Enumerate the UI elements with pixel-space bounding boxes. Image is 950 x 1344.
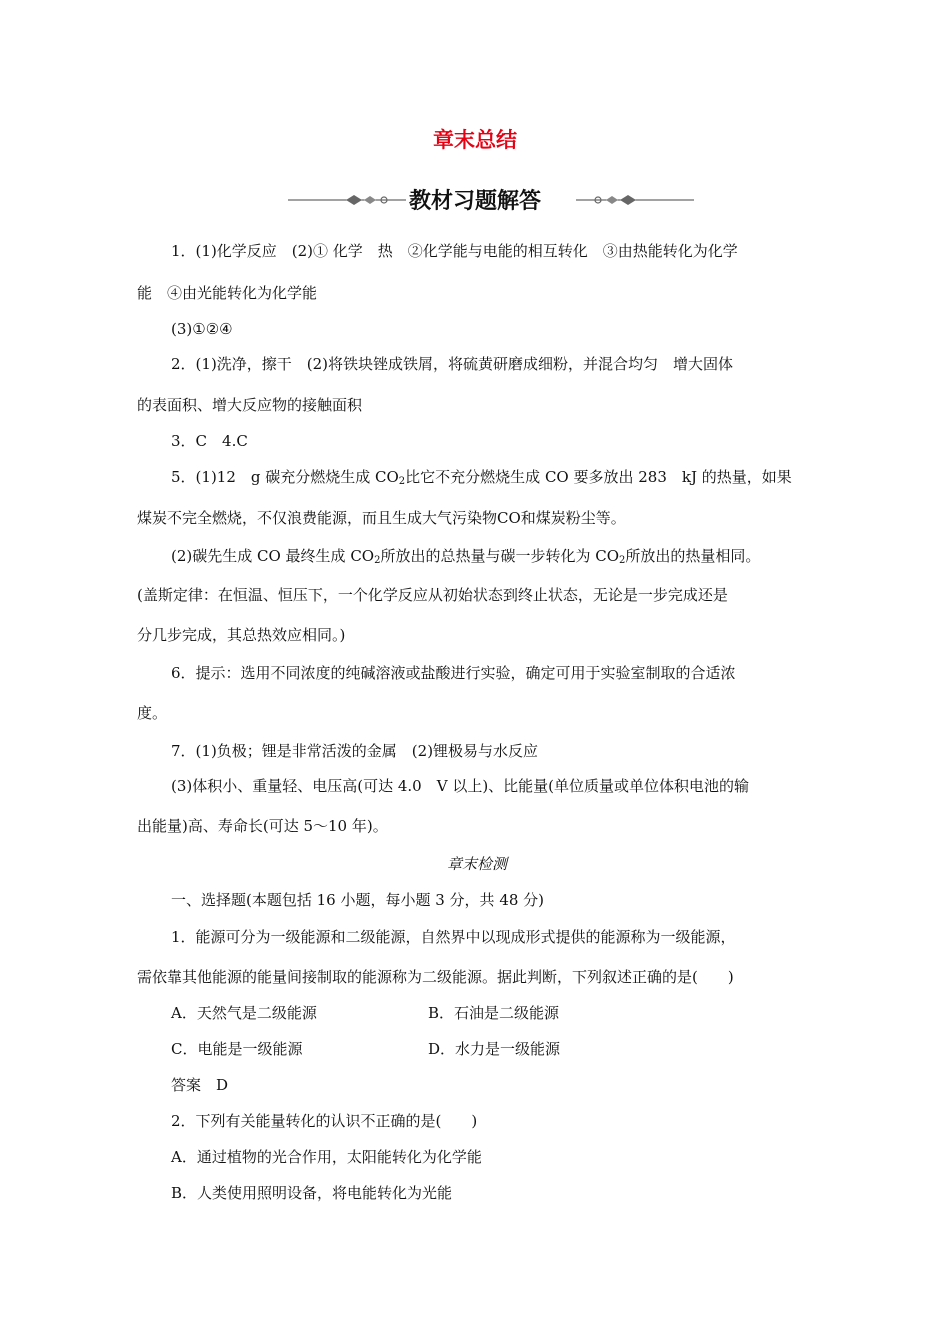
answer-5-line-4: (盖斯定律：在恒温、恒压下，一个化学反应从初始状态到终止状态，无论是一步完成还是: [137, 586, 728, 604]
question-1-line-1: 1．能源可分为一级能源和二级能源，自然界中以现成形式提供的能源称为一级能源，: [171, 928, 736, 946]
answer-5-line-5: 分几步完成，其总热效应相同。): [137, 626, 346, 644]
page-title: 章末总结: [433, 128, 517, 152]
answer-7-line-1: 7．(1)负极；锂是非常活泼的金属 (2)锂极易与水反应: [171, 742, 539, 760]
question-2-line-1: 2．下列有关能量转化的认识不正确的是( ): [171, 1112, 478, 1130]
answer-5-line-3: (2)碳先生成 CO 最终生成 $CO_2$所放出的总热量与碳一步转化为 $CO_2$所放出的热量相同。: [171, 547, 761, 566]
question-1-option-d: D．水力是一级能源: [428, 1040, 561, 1058]
answer-5-line-1: 5．(1)12 g 碳充分燃烧生成 $CO_2$比它不充分燃烧生成 CO 要多放出 283 kJ 的热量，如果: [171, 468, 792, 487]
question-1-option-c: C．电能是一级能源: [171, 1040, 303, 1058]
answer-6-line-1: 6．提示：选用不同浓度的纯碱溶液或盐酸进行实验，确定可用于实验室制取的合适浓: [171, 664, 736, 682]
answer-1-line-3: (3)①②④: [171, 320, 233, 338]
answer-2-line-1: 2．(1)洗净，擦干 (2)将铁块锉成铁屑，将硫黄研磨成细粉，并混合均匀 增大固体: [171, 355, 734, 373]
question-1-option-b: B．石油是二级能源: [428, 1004, 560, 1022]
answer-2-line-2: 的表面积、增大反应物的接触面积: [137, 396, 363, 414]
answer-6-line-2: 度。: [137, 704, 168, 722]
answer-1-line-1: 1．(1)化学反应 (2)① 化学 热 ②化学能与电能的相互转化 ③由热能转化为化学: [171, 242, 738, 260]
test-part-1: 一、选择题(本题包括 16 小题，每小题 3 分，共 48 分): [171, 891, 545, 909]
answer-3-4: 3．C 4.C: [171, 432, 248, 450]
section-banner-title: 教材习题解答: [408, 189, 541, 214]
question-2-option-b: B．人类使用照明设备，将电能转化为光能: [171, 1184, 453, 1202]
test-heading: 章末检测: [446, 855, 507, 873]
question-1-line-2: 需依靠其他能源的能量间接制取的能源称为二级能源。据此判断，下列叙述正确的是( ): [137, 968, 734, 986]
answer-5-line-2: 煤炭不完全燃烧，不仅浪费能源，而且生成大气污染物CO和煤炭粉尘等。: [137, 509, 626, 527]
question-1-answer: 答案 D: [171, 1076, 229, 1094]
question-2-option-a: A．通过植物的光合作用，太阳能转化为化学能: [171, 1148, 482, 1166]
answer-1-line-2: 能 ④由光能转化为化学能: [137, 284, 318, 302]
question-1-option-a: A．天然气是二级能源: [171, 1004, 317, 1022]
answer-7-line-2: (3)体积小、重量轻、电压高(可达 4.0 V 以上)、比能量(单位质量或单位体积电池的输: [171, 777, 750, 795]
answer-7-line-3: 出能量)高、寿命长(可达 5～10 年)。: [137, 817, 388, 835]
